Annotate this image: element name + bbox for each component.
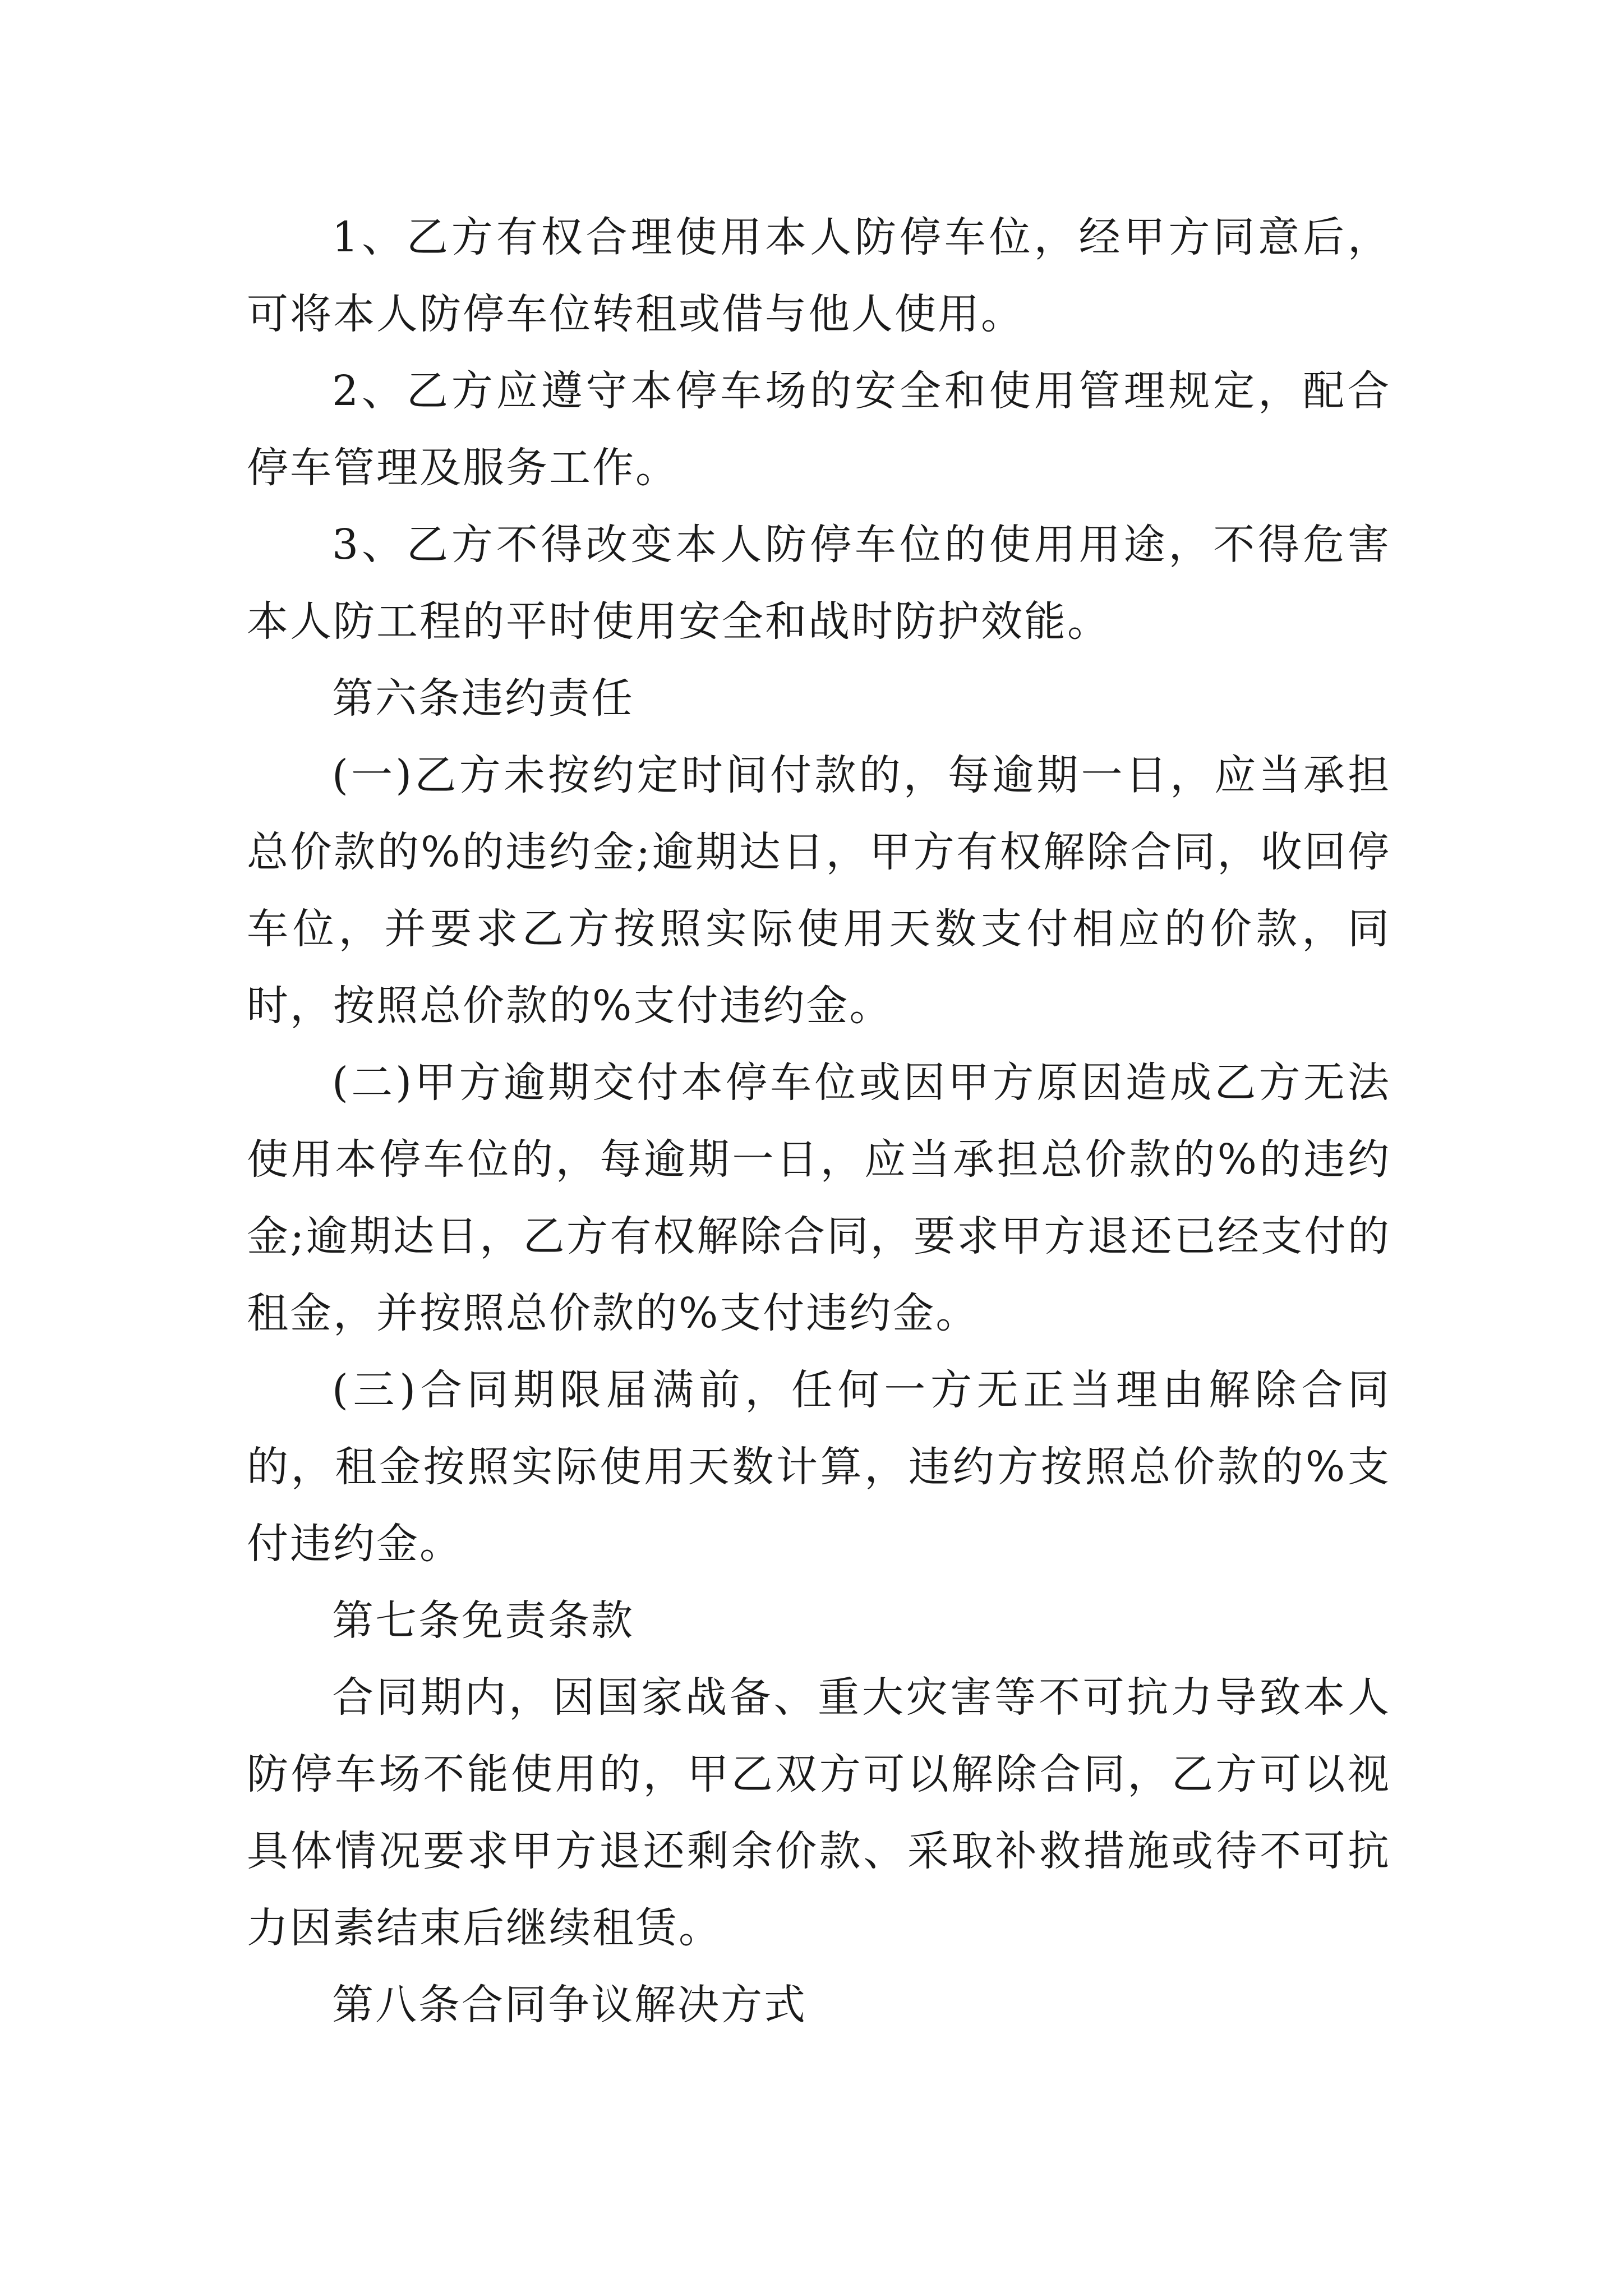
clause-paragraph-1: 1、乙方有权合理使用本人防停车位，经甲方同意后，可将本人防停车位转租或借与他人使用。 [247, 213, 1391, 338]
section-heading-article-8: 第八条合同争议解决方式 [332, 1981, 807, 2029]
section-heading-article-7: 第七条免责条款 [332, 1596, 634, 1645]
clause-paragraph-3: 3、乙方不得改变本人防停车位的使用用途，不得危害本人防工程的平时使用安全和战时防护效能。 [247, 521, 1391, 646]
breach-paragraph-2: (二)甲方逾期交付本停车位或因甲方原因造成乙方无法使用本停车位的，每逾期一日，应当承担总价款的%的违约金;逾期达日，乙方有权解除合同，要求甲方退还已经支付的租金，并按照总价款的%支付违约金。 [247, 1059, 1391, 1337]
document-body [247, 199, 1391, 2044]
section-heading-article-6: 第六条违约责任 [332, 674, 634, 723]
breach-paragraph-1: (一)乙方未按约定时间付款的，每逾期一日，应当承担总价款的%的违约金;逾期达日，甲方有权解除合同，收回停车位，并要求乙方按照实际使用天数支付相应的价款，同时，按照总价款的%支付违约金。 [247, 751, 1391, 1030]
force-majeure-paragraph: 合同期内，因国家战备、重大灾害等不可抗力导致本人防停车场不能使用的，甲乙双方可以解除合同，乙方可以视具体情况要求甲方退还剩余价款、采取补救措施或待不可抗力因素结束后继续租赁。 [247, 1673, 1391, 1952]
clause-paragraph-2: 2、乙方应遵守本停车场的安全和使用管理规定，配合停车管理及服务工作。 [247, 367, 1391, 492]
breach-paragraph-3: (三)合同期限届满前，任何一方无正当理由解除合同的，租金按照实际使用天数计算，违约方按照总价款的%支付违约金。 [247, 1366, 1391, 1568]
